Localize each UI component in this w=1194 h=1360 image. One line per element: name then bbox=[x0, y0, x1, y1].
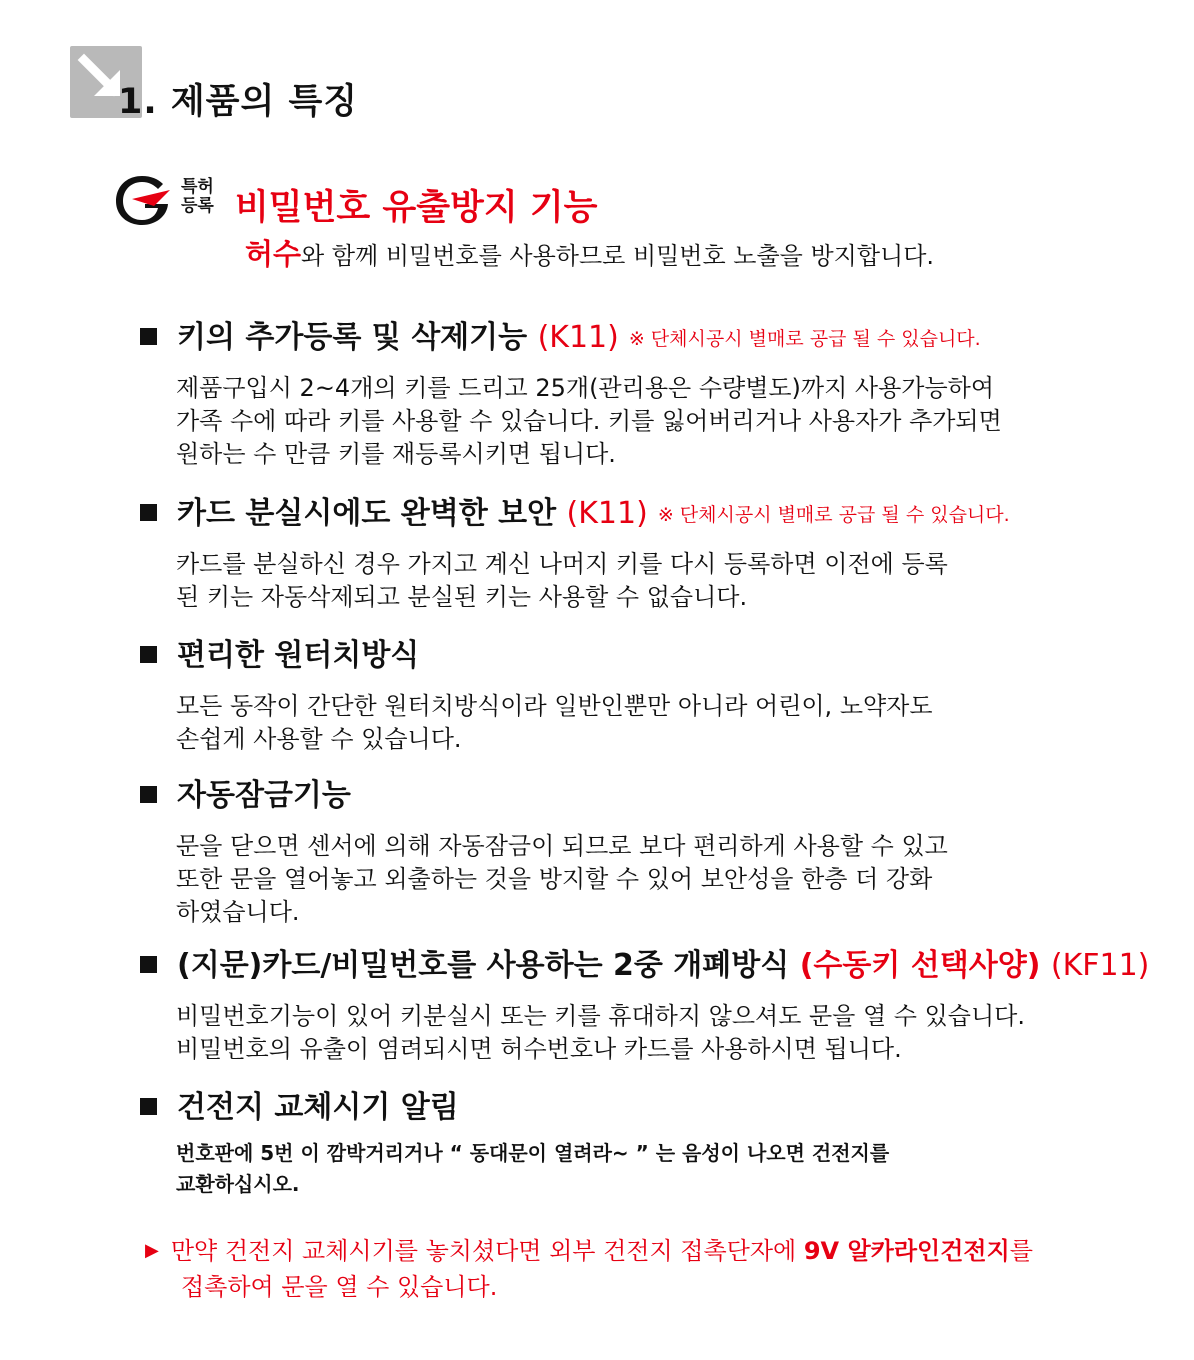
square-bullet-icon bbox=[140, 956, 157, 973]
feature-heading: 키의 추가등록 및 삭제기능 (K11) ※ 단체시공시 별매로 공급 될 수 있습니다. bbox=[140, 318, 1150, 358]
feature-heading: 카드 분실시에도 완벽한 보안 (K11) ※ 단체시공시 별매로 공급 될 수 있습니다. bbox=[140, 494, 1150, 534]
patent-description: 허수와 함께 비밀번호를 사용하므로 비밀번호 노출을 방지합니다. bbox=[245, 237, 935, 271]
square-bullet-icon bbox=[140, 1098, 157, 1115]
section-title: 1. 제품의 특징 bbox=[118, 82, 359, 122]
feature-one-touch bbox=[140, 636, 1150, 756]
feature-battery-alert bbox=[140, 1088, 1150, 1200]
feature-heading: 편리한 원터치방식 bbox=[140, 636, 1150, 676]
triangle-right-icon: ▶ bbox=[145, 1240, 159, 1261]
feature-heading: 자동잠금기능 bbox=[140, 776, 1150, 816]
feature-key-registration bbox=[140, 318, 1150, 471]
patent-logo-icon bbox=[112, 172, 172, 228]
patent-badge: 특허 등록 bbox=[181, 177, 214, 216]
feature-heading: 건전지 교체시기 알림 bbox=[140, 1088, 1150, 1128]
feature-body: 카드를 분실하신 경우 가지고 계신 나머지 키를 다시 등록하면 이전에 등록 된 키는 자동삭제되고 분실된 키는 사용할 수 없습니다. bbox=[176, 550, 948, 611]
battery-note: ▶ 만약 건전지 교체시기를 놓치셨다면 외부 건전지 접촉단자에 9V 알카라인건전지를 접촉하여 문을 열 수 있습니다. bbox=[145, 1237, 1033, 1301]
feature-auto-lock bbox=[140, 776, 1150, 929]
square-bullet-icon bbox=[140, 504, 157, 521]
feature-card-security bbox=[140, 494, 1150, 614]
square-bullet-icon bbox=[140, 646, 157, 663]
feature-body: 모든 동작이 간단한 원터치방식이라 일반인뿐만 아니라 어린이, 노약자도 손쉽게 사용할 수 있습니다. bbox=[176, 692, 933, 753]
patent-title: 비밀번호 유출방지 기능 bbox=[235, 188, 598, 228]
square-bullet-icon bbox=[140, 786, 157, 803]
feature-body: 제품구입시 2~4개의 키를 드리고 25개(관리용은 수량별도)까지 사용가능하여 가족 수에 따라 키를 사용할 수 있습니다. 키를 잃어버리거나 사용자가 추가되면 원하는 수 만큼 키를 재등록시키면 됩니다. bbox=[176, 374, 1002, 468]
feature-body: 문을 닫으면 센서에 의해 자동잠금이 되므로 보다 편리하게 사용할 수 있고 또한 문을 열어놓고 외출하는 것을 방지할 수 있어 보안성을 한층 더 강화 하였습니다. bbox=[176, 832, 948, 926]
feature-body: 비밀번호기능이 있어 키분실시 또는 키를 휴대하지 않으셔도 문을 열 수 있습니다. 비밀번호의 유출이 염려되시면 허수번호나 카드를 사용하시면 됩니다. bbox=[176, 1002, 1025, 1063]
feature-heading: (지문)카드/비밀번호를 사용하는 2중 개폐방식 (수동키 선택사양) (KF11) bbox=[140, 946, 1150, 986]
feature-body: 번호판에 5번 이 깜박거리거나 “ 동대문이 열려라~ ” 는 음성이 나오면 건전지를 교환하십시오. bbox=[176, 1141, 890, 1196]
square-bullet-icon bbox=[140, 328, 157, 345]
feature-dual-opening bbox=[140, 946, 1150, 1066]
